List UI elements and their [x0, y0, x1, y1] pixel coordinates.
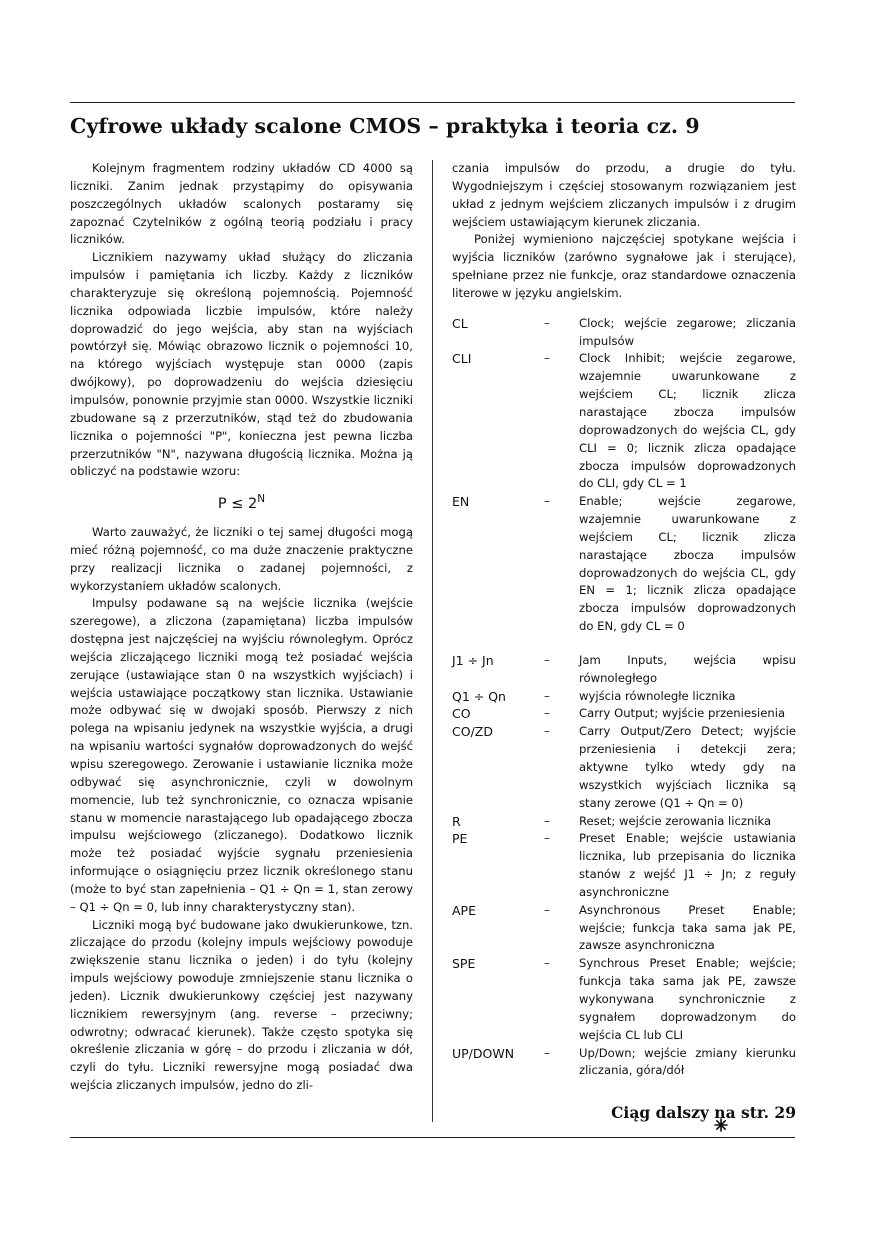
definition-dash: –: [544, 688, 550, 703]
definition-row: [452, 315, 796, 351]
definition-description: Reset; wejście zerowania licznika: [579, 813, 772, 828]
definition-row: [452, 955, 796, 1044]
signal-definitions: [452, 315, 796, 1080]
top-rule: [70, 102, 795, 103]
definition-term: CO/ZD: [452, 724, 493, 740]
formula-exponent: N: [257, 493, 266, 506]
definition-description: Synchrous Preset Enable; wejście; funkcja taka sama jak PE, zawsze wykonywana synchronicznie z sygnałem doprowadzonym do wejścia CL lub CLI: [579, 956, 796, 1042]
definition-description: Clock Inhibit; wejście zegarowe, wzajemnie uwarunkowane z wejściem CL; licznik zlicza narastające zbocza impulsów doprowadzonych do wejścia CL, gdy CLI = 0; licznik zlicza opadające zbocza impulsów doprowadzonych do CLI, gdy CL = 1: [579, 351, 796, 491]
right-column: [452, 160, 796, 1080]
definition-term: CO: [452, 706, 471, 722]
definition-description: Jam Inputs, wejścia wpisu równoległego: [579, 652, 796, 685]
definition-term: R: [452, 813, 461, 829]
paragraph: Licznikiem nazywamy układ służący do zliczania impulsów i pamiętania ich liczby. Każdy z liczników charakteryzuje się określoną pojemnością. Pojemność licznika odpowiada liczbie impulsów, które należy doprowadzić do jego wejścia, aby stan na wyjściach powtórzył się. Mówiąc obrazowo licznik o pojemności 10, na którego wyjściach występuje stan 0000 (zapis dwójkowy), po doprowadzeniu do wejścia dziesięciu impulsów, ponownie przyjmie stan 0000. Wszystkie liczniki zbudowane są z przerzutników, stąd też do zbudowania licznika o pojemności "P", konieczna jest pewna liczba przerzutników "N", nazywana długością licznika. Można ją obliczyć na podstawie wzoru:: [70, 250, 413, 479]
formula-base: P ≤ 2: [217, 496, 258, 513]
definition-row: [452, 813, 796, 831]
bottom-rule: [70, 1137, 795, 1138]
definition-row: [452, 902, 796, 956]
definition-description: Up/Down; wejście zmiany kierunku zliczania, góra/dół: [579, 1045, 796, 1078]
definition-dash: –: [544, 494, 550, 509]
paragraph: Impulsy podawane są na wejście licznika (wejście szeregowe), a zliczona (zapamiętana) liczba impulsów dostępna jest najczęściej na wyjściu równoległym. Oprócz wejścia zliczającego liczniki mogą też posiadać wejścia zerujące (ustawiające stan 0 na wszystkich wyjściach) i wejścia ustawiające początkowy stan licznika. Ustawianie może odbywać się w dwojaki sposób. Pierwszy z nich polega na wpisaniu jedynek na wszystkie wyjścia, a drugi na wpisaniu wartości sygnałów doprowadzonych do wejść wpisu szeregowego. Zerowanie i ustawianie licznika może odbywać się asynchronicznie, czyli w dowolnym momencie, lub też synchronicznie, co oznacza wpisanie stanu w momencie narastającego lub opadającego zbocza impulsu wejściowego (zliczanego). Dodatkowo licznik może też posiadać wyjście sygnału przeniesienia informujące o osiągnięciu przez licznik określonego stanu (może to być stan zapełnienia – Q1 ÷ Qn = 1, stan zerowy – Q1 ÷ Qn = 0, lub inny charakterystyczny stan).: [70, 596, 413, 914]
definition-description: Enable; wejście zegarowe, wzajemnie uwarunkowane z wejściem CL; licznik zlicza narastające zbocza impulsów doprowadzonych do wejścia CL, gdy EN = 1; licznik zlicza opadające zbocza impulsów doprowadzonych do EN, gdy CL = 0: [579, 494, 796, 634]
definition-description: Carry Output/Zero Detect; wyjście przeniesienia i detekcji zera; aktywne tylko wtedy gdy na wszystkich wyjściach licznika są stany zerowe (Q1 ÷ Qn = 0): [579, 724, 796, 810]
spacer: [452, 636, 796, 652]
paragraph: czania impulsów do przodu, a drugie do tyłu. Wygodniejszym i częściej stosowanym rozwiązaniem jest układ z jednym wejściem zliczanych impulsów i z drugim wejściem ustawiającym kierunek zliczania.: [452, 161, 796, 229]
definition-term: PE: [452, 831, 468, 847]
left-column: [70, 160, 413, 1095]
definition-term: CLI: [452, 351, 472, 367]
definition-row: [452, 350, 796, 493]
definition-dash: –: [544, 706, 550, 721]
definition-description: Carry Output; wyjście przeniesienia: [579, 706, 786, 721]
definition-row: [452, 723, 796, 812]
definition-dash: –: [544, 831, 550, 846]
definition-row: [452, 830, 796, 901]
definition-term: EN: [452, 494, 470, 510]
definition-row: [452, 1045, 796, 1081]
column-divider: [432, 160, 433, 1122]
formula: [70, 487, 413, 516]
definition-description: Preset Enable; wejście ustawiania licznika, lub przepisania do licznika stanów z wejść J1 ÷ Jn; z reguły asynchroniczne: [579, 831, 796, 899]
definition-dash: –: [544, 813, 550, 828]
definition-dash: –: [544, 1045, 550, 1060]
continued-on-page: Ciąg dalszy na str. 29: [611, 1103, 796, 1122]
definition-dash: –: [544, 902, 550, 917]
definition-row: [452, 688, 796, 706]
definition-description: Asynchronous Preset Enable; wejście; funkcja taka sama jak PE, zawsze asynchroniczna: [579, 902, 796, 953]
definition-term: J1 ÷ Jn: [452, 652, 494, 668]
page-title: Cyfrowe układy scalone CMOS – praktyka i teoria cz. 9: [70, 114, 700, 138]
definition-row: [452, 652, 796, 688]
definition-term: SPE: [452, 956, 476, 972]
definition-description: wyjścia równoległe licznika: [579, 688, 736, 703]
definition-dash: –: [544, 956, 550, 971]
definition-dash: –: [544, 724, 550, 739]
definition-term: UP/DOWN: [452, 1045, 515, 1061]
definition-term: CL: [452, 315, 468, 331]
definition-row: [452, 493, 796, 636]
definition-row: [452, 705, 796, 723]
definition-dash: –: [544, 351, 550, 366]
definition-term: APE: [452, 902, 476, 918]
definition-dash: –: [544, 315, 550, 330]
paragraph: Liczniki mogą być budowane jako dwukierunkowe, tzn. zliczające do przodu (kolejny impuls wejściowy powoduje zwiększenie stanu licznika o jeden) i do tyłu (kolejny impuls wejściowy powoduje zmniejszenie stanu licznika o jeden). Licznik dwukierunkowy częściej jest nazywany licznikiem rewersyjnym (ang. reverse – przeciwny; odwrotny; odwracać kierunek). Także często spotyka się określenie zliczania w górę – do przodu i zliczania w dół, czyli do tyłu. Liczniki rewersyjne mogą posiadać dwa wejścia zliczanych impulsów, jedno do zli-: [70, 917, 413, 1093]
definition-term: Q1 ÷ Qn: [452, 688, 506, 704]
definition-description: Clock; wejście zegarowe; zliczania impulsów: [579, 315, 796, 348]
end-of-article-icon: [714, 1118, 728, 1132]
paragraph: Warto zauważyć, że liczniki o tej samej długości mogą mieć różną pojemność, co ma duże znaczenie praktyczne przy realizacji licznika o zadanej pojemności, z wykorzystaniem układów scalonych.: [70, 525, 413, 593]
paragraph: Poniżej wymieniono najczęściej spotykane wejścia i wyjścia liczników (zarówno sygnałowe jak i sterujące), spełniane przez nie funkcje, oraz standardowe oznaczenia literowe w języku angielskim.: [452, 232, 796, 300]
definition-dash: –: [544, 652, 550, 667]
paragraph: Kolejnym fragmentem rodziny układów CD 4000 są liczniki. Zanim jednak przystąpimy do opisywania poszczególnych układów scalonych postaramy się zapoznać Czytelników z ogólną teorią podziału i pracy liczników.: [70, 161, 413, 247]
